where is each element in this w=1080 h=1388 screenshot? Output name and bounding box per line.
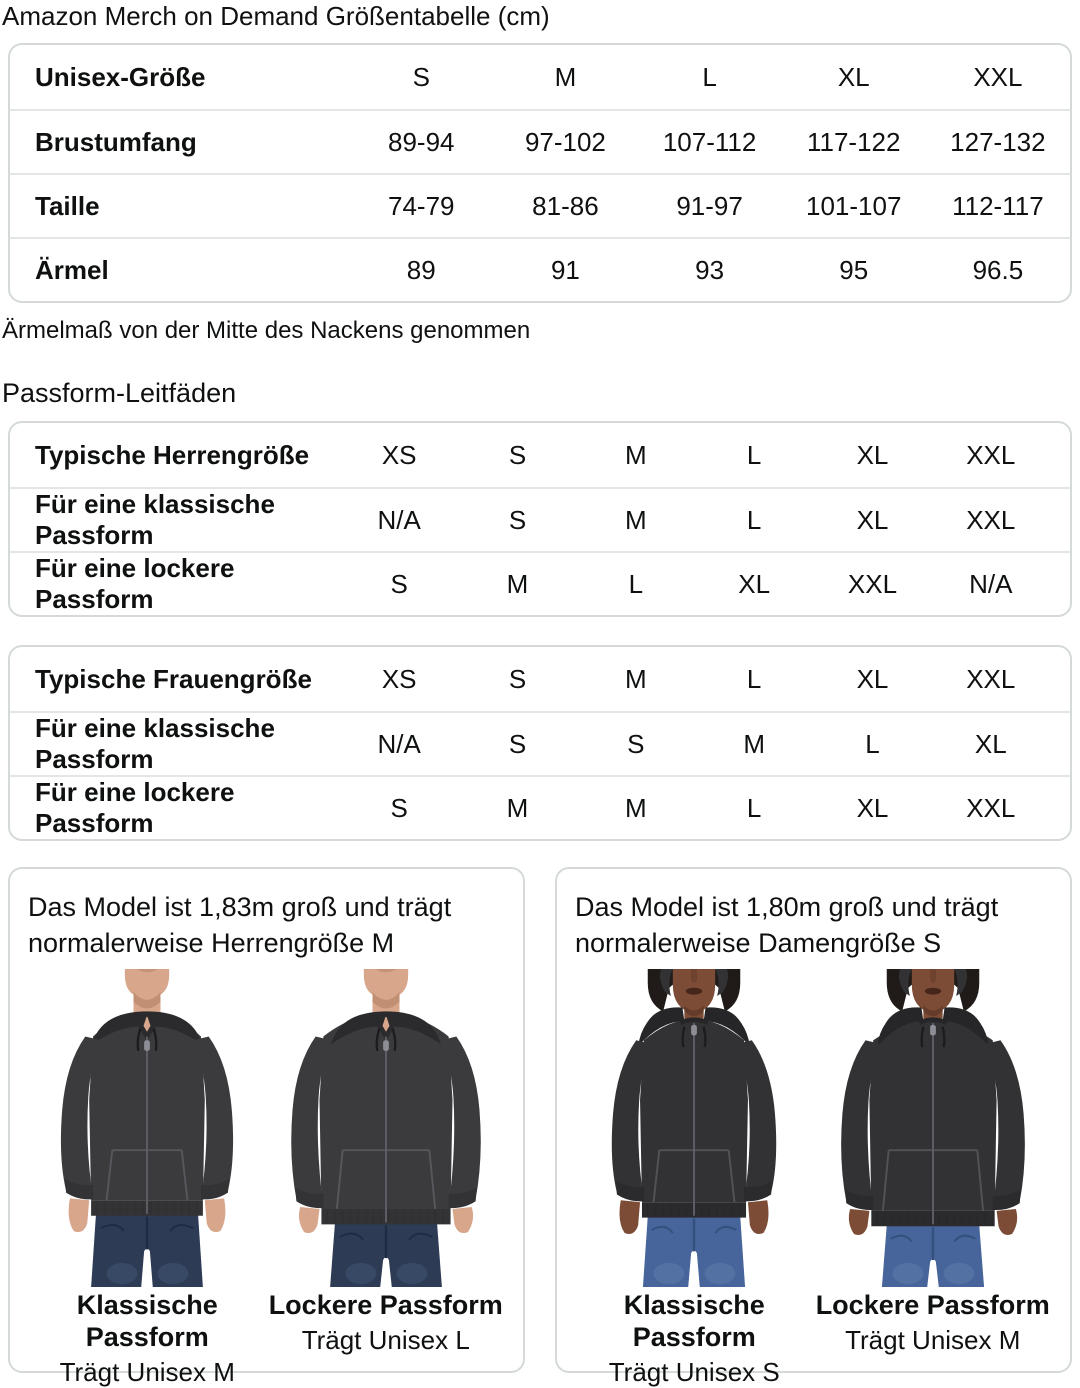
size-value: XXL bbox=[847, 568, 898, 599]
size-value: N/A bbox=[969, 568, 1013, 599]
loose-fit-column bbox=[814, 969, 1053, 1387]
row-label: Brustumfang bbox=[35, 126, 197, 157]
fit-subtitle: Trägt Unisex M bbox=[59, 1357, 235, 1387]
row-label: Typische Herrengröße bbox=[35, 439, 310, 470]
table-row bbox=[10, 487, 1070, 551]
row-label: Taille bbox=[35, 190, 100, 221]
size-value: S bbox=[508, 663, 527, 694]
size-value: M bbox=[624, 439, 647, 470]
model-description: Das Model ist 1,80m groß und trägt normalerweise Damengröße S bbox=[575, 892, 999, 958]
size-value: XL bbox=[856, 663, 889, 694]
size-value: 112-117 bbox=[952, 190, 1044, 221]
size-value: M bbox=[506, 792, 529, 823]
size-value: XL bbox=[856, 792, 889, 823]
size-value: 97-102 bbox=[524, 126, 606, 157]
size-value: S bbox=[508, 728, 527, 759]
size-value: XS bbox=[381, 663, 417, 694]
size-value: XL bbox=[856, 504, 889, 535]
size-value: S bbox=[508, 504, 527, 535]
size-column-header: XXL bbox=[973, 61, 1023, 92]
model-photos-row bbox=[28, 969, 505, 1387]
mens-fit-table bbox=[8, 421, 1072, 617]
size-value: XXL bbox=[966, 504, 1016, 535]
model-description: Das Model ist 1,83m groß und trägt normalerweise Herrengröße M bbox=[28, 892, 452, 958]
size-value: XL bbox=[738, 568, 771, 599]
size-value: 91-97 bbox=[676, 190, 743, 221]
unisex-size-table bbox=[8, 43, 1072, 303]
table-row bbox=[10, 237, 1070, 301]
size-value: 127-132 bbox=[950, 126, 1046, 157]
fit-subtitle: Trägt Unisex S bbox=[608, 1357, 780, 1387]
table-row bbox=[10, 45, 1070, 109]
size-value: S bbox=[508, 439, 527, 470]
size-value: XXL bbox=[966, 792, 1016, 823]
male-model-classic-fit-photo bbox=[35, 969, 259, 1287]
model-cards bbox=[8, 867, 1072, 1387]
size-value: XL bbox=[856, 439, 889, 470]
model-photos-row bbox=[575, 969, 1052, 1387]
size-value: 91 bbox=[550, 254, 580, 285]
row-label: Für eine lockere Passform bbox=[35, 777, 235, 838]
page-title: Amazon Merch on Demand Größentabelle (cm) bbox=[2, 1, 550, 31]
size-value: 117-122 bbox=[806, 126, 901, 157]
size-value: 93 bbox=[695, 254, 725, 285]
size-value: M bbox=[624, 504, 647, 535]
loose-fit-column bbox=[267, 969, 506, 1387]
size-value: 95 bbox=[839, 254, 869, 285]
size-column-header: M bbox=[554, 61, 577, 92]
row-label: Typische Frauengröße bbox=[35, 663, 312, 694]
row-label: Unisex-Größe bbox=[35, 61, 206, 92]
size-value: S bbox=[627, 728, 645, 759]
size-column-header: XL bbox=[837, 61, 870, 92]
table-row bbox=[10, 109, 1070, 173]
row-label: Für eine lockere Passform bbox=[35, 553, 235, 614]
female-model-classic-fit-photo bbox=[582, 969, 806, 1287]
size-value: L bbox=[746, 504, 762, 535]
female-model-loose-fit-photo bbox=[821, 969, 1045, 1287]
sleeve-measurement-note: Ärmelmaß von der Mitte des Nackens genommen bbox=[2, 317, 531, 344]
size-value: N/A bbox=[377, 504, 421, 535]
table-row bbox=[10, 173, 1070, 237]
womens-fit-table bbox=[8, 645, 1072, 841]
size-column-header: L bbox=[702, 61, 717, 92]
womens-model-card bbox=[555, 867, 1072, 1387]
size-value: N/A bbox=[377, 728, 421, 759]
table-row bbox=[10, 423, 1070, 487]
classic-fit-column bbox=[28, 969, 267, 1387]
size-column-header: S bbox=[412, 61, 430, 92]
size-value: XXL bbox=[966, 439, 1016, 470]
size-value: S bbox=[390, 792, 408, 823]
row-label: Für eine klassische Passform bbox=[35, 713, 275, 774]
male-model-loose-fit-photo bbox=[274, 969, 498, 1287]
size-value: L bbox=[746, 792, 762, 823]
fit-title: Lockere Passform bbox=[815, 1290, 1050, 1320]
size-value: L bbox=[865, 728, 880, 759]
table-row bbox=[10, 551, 1070, 615]
classic-fit-column bbox=[575, 969, 814, 1387]
fit-subtitle: Trägt Unisex L bbox=[301, 1325, 470, 1355]
size-value: 89 bbox=[406, 254, 436, 285]
size-value: 74-79 bbox=[388, 190, 455, 221]
size-value: XL bbox=[974, 728, 1007, 759]
size-value: 96.5 bbox=[972, 254, 1024, 285]
fit-guides-heading: Passform-Leitfäden bbox=[2, 378, 237, 408]
size-value: L bbox=[746, 439, 762, 470]
size-value: M bbox=[624, 792, 647, 823]
size-value: XXL bbox=[966, 663, 1016, 694]
size-value: 107-112 bbox=[662, 126, 757, 157]
size-value: M bbox=[624, 663, 647, 694]
size-value: L bbox=[746, 663, 762, 694]
size-value: M bbox=[743, 728, 765, 759]
size-value: L bbox=[628, 568, 644, 599]
fit-title: Klassische Passform bbox=[623, 1290, 765, 1352]
size-value: 81-86 bbox=[532, 190, 599, 221]
fit-subtitle: Trägt Unisex M bbox=[845, 1325, 1021, 1355]
table-row bbox=[10, 775, 1070, 839]
fit-title: Lockere Passform bbox=[268, 1290, 503, 1320]
fit-title: Klassische Passform bbox=[76, 1290, 218, 1352]
size-value: 89-94 bbox=[388, 126, 455, 157]
size-value: S bbox=[390, 568, 408, 599]
table-row bbox=[10, 711, 1070, 775]
row-label: Ärmel bbox=[35, 254, 109, 285]
mens-model-card bbox=[8, 867, 525, 1387]
row-label: Für eine klassische Passform bbox=[35, 489, 275, 550]
size-value: 101-107 bbox=[806, 190, 902, 221]
table-row bbox=[10, 647, 1070, 711]
size-value: XS bbox=[381, 439, 417, 470]
size-value: M bbox=[506, 568, 529, 599]
